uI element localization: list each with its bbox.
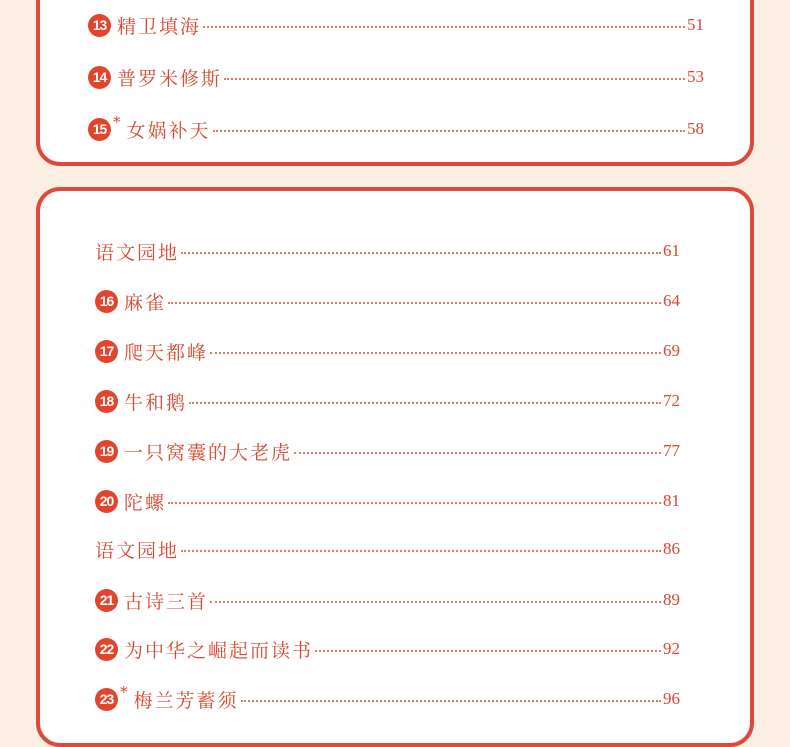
toc-entry-page: 51 xyxy=(687,15,704,34)
toc-entry-title: 为中华之崛起而读书 xyxy=(124,639,314,662)
dot-leader xyxy=(213,130,685,132)
toc-entry[interactable] xyxy=(95,336,680,366)
toc-entry[interactable] xyxy=(95,236,680,266)
toc-entry[interactable] xyxy=(88,62,704,92)
toc-entry-title: 精卫填海 xyxy=(117,15,202,38)
toc-entry-page: 69 xyxy=(663,341,680,360)
dot-leader xyxy=(203,26,685,28)
toc-entry-title: 语文园地 xyxy=(95,539,180,562)
toc-entry[interactable] xyxy=(95,684,680,714)
toc-entry-title: 麻雀 xyxy=(124,291,167,314)
toc-entry-title: 陀螺 xyxy=(124,491,167,514)
dot-leader xyxy=(210,352,661,354)
lesson-number-badge: 13 xyxy=(88,14,111,37)
lesson-number-badge: 14 xyxy=(88,66,111,89)
toc-entry-page: 96 xyxy=(663,689,680,708)
dot-leader xyxy=(168,502,661,504)
lesson-number-badge: 15 xyxy=(88,118,111,141)
toc-entry[interactable] xyxy=(95,585,680,615)
toc-entry-page: 92 xyxy=(663,639,680,658)
toc-entry-page: 89 xyxy=(663,590,680,609)
toc-entry-title: 语文园地 xyxy=(95,241,180,264)
toc-entry-title: 女娲补天 xyxy=(126,119,211,142)
toc-entry-page: 58 xyxy=(687,119,704,138)
lesson-number-badge: 17 xyxy=(95,340,118,363)
toc-entry-page: 64 xyxy=(663,291,680,310)
toc-entry[interactable] xyxy=(88,10,704,40)
lesson-number-badge: 20 xyxy=(95,490,118,513)
lesson-number-badge: 21 xyxy=(95,589,118,612)
toc-entry-title: 牛和鹅 xyxy=(124,391,188,414)
toc-entry-title: 一只窝囊的大老虎 xyxy=(124,441,293,464)
dot-leader xyxy=(168,302,661,304)
dot-leader xyxy=(189,402,661,404)
dot-leader xyxy=(241,700,661,702)
toc-entry[interactable] xyxy=(95,436,680,466)
toc-entry-page: 72 xyxy=(663,391,680,410)
toc-entry-page: 81 xyxy=(663,491,680,510)
toc-entry-title: 古诗三首 xyxy=(124,590,209,613)
dot-leader xyxy=(294,452,661,454)
dot-leader xyxy=(210,601,661,603)
toc-entry[interactable] xyxy=(95,486,680,516)
optional-reading-star: * xyxy=(120,683,128,701)
toc-entry-page: 61 xyxy=(663,241,680,260)
toc-entry[interactable] xyxy=(95,386,680,416)
toc-entry[interactable] xyxy=(88,114,704,144)
toc-entry-page: 86 xyxy=(663,539,680,558)
toc-entry-title: 梅兰芳蓄须 xyxy=(133,689,239,712)
lesson-number-badge: 23 xyxy=(95,688,118,711)
optional-reading-star: * xyxy=(113,113,121,131)
dot-leader xyxy=(315,650,661,652)
dot-leader xyxy=(181,252,661,254)
lesson-number-badge: 18 xyxy=(95,390,118,413)
toc-entry[interactable] xyxy=(95,634,680,664)
dot-leader xyxy=(224,78,685,80)
toc-entry[interactable] xyxy=(95,534,680,564)
toc-entry-title: 普罗米修斯 xyxy=(117,67,223,90)
toc-entry-page: 77 xyxy=(663,441,680,460)
lesson-number-badge: 22 xyxy=(95,638,118,661)
toc-entry[interactable] xyxy=(95,286,680,316)
dot-leader xyxy=(181,550,661,552)
lesson-number-badge: 19 xyxy=(95,440,118,463)
lesson-number-badge: 16 xyxy=(95,290,118,313)
toc-entry-title: 爬天都峰 xyxy=(124,341,209,364)
toc-entry-page: 53 xyxy=(687,67,704,86)
